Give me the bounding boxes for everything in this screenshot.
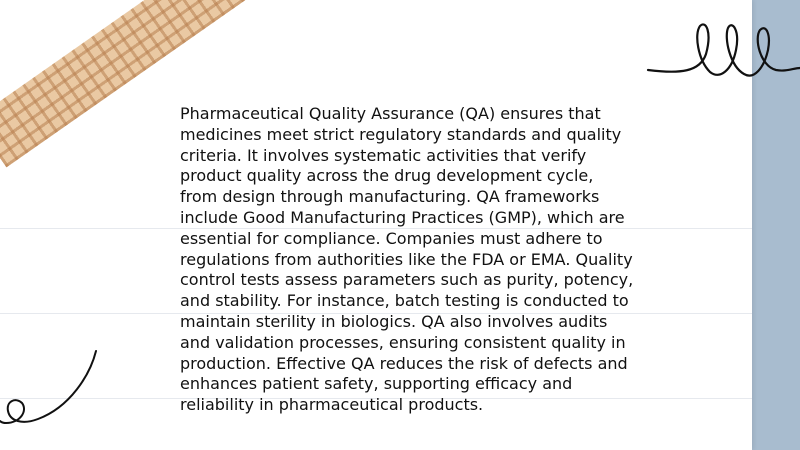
body-paragraph: Pharmaceutical Quality Assurance (QA) ensures that medicines meet strict regulatory standards and quality criteria. It involves systematic activities that verify product quality across the drug development cycle, from design through manufacturing. QA frameworks include Good Manufacturing Practices (GMP), which are essential for compliance. Companies must adhere to regulations from authorities like the FDA or EMA. Quality control tests assess parameters such as purity, potency, and stability. For instance, batch testing is conducted to maintain sterility in biologics. QA also involves audits and validation processes, ensuring consistent quality in production. Effective QA reduces the risk of defects and enhances patient safety, supporting efficacy and reliability in pharmaceutical products. [180, 104, 634, 415]
loop-scribble-bottom-left-icon [0, 345, 110, 435]
loop-scribble-top-right-icon [640, 10, 800, 90]
